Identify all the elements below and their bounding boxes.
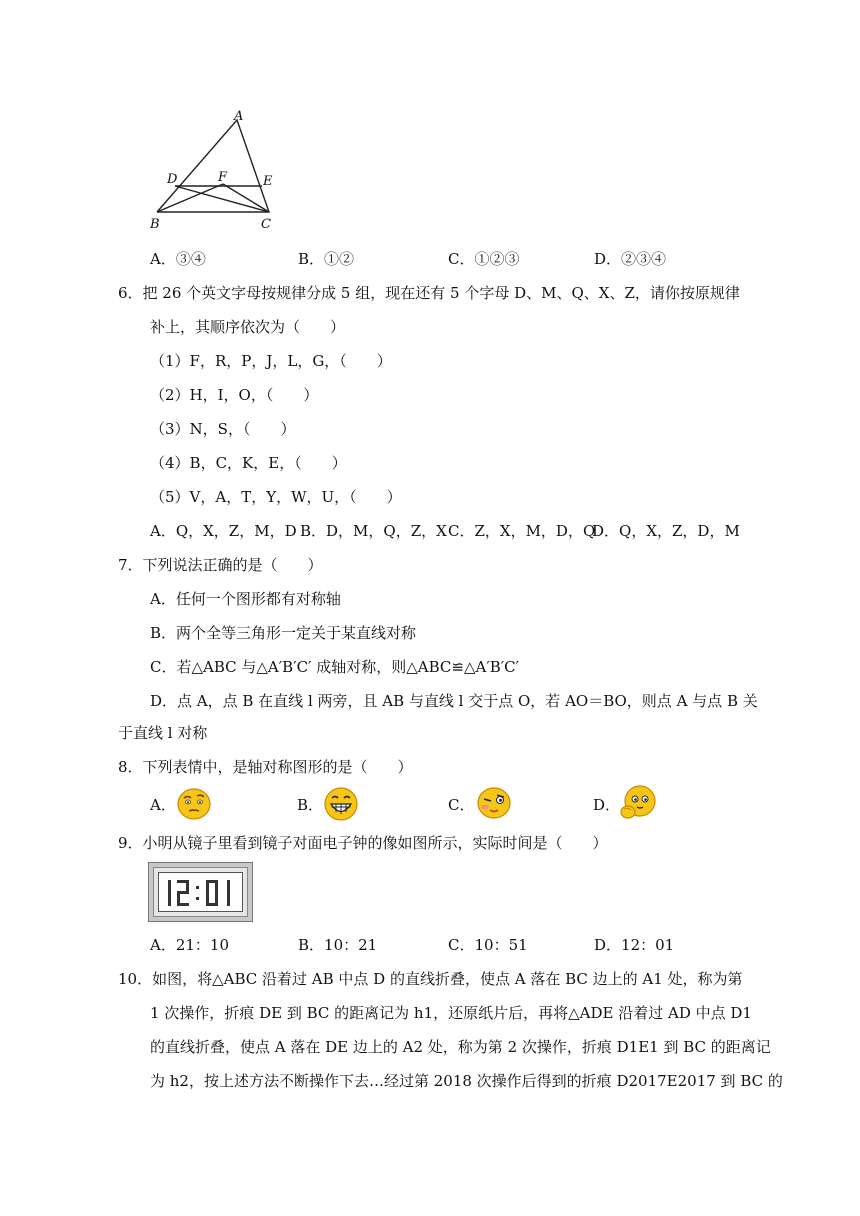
q10-line1: 10．如图，将△ABC 沿着过 AB 中点 D 的直线折叠，使点 A 落在 BC 边上的 A1 处，称为第: [118, 970, 743, 988]
q7-option-d: D．点 A，点 B 在直线 l 两旁，且 AB 与直线 l 交于点 O，若 AO＝BO，则点 A 与点 B 关: [150, 692, 758, 710]
q6-option-d: D．Q，X，Z，D，M: [592, 522, 740, 540]
q5-option-d: D．②③④: [594, 250, 667, 268]
q7-option-a: A．任何一个图形都有对称轴: [150, 590, 341, 608]
q6-option-c: C．Z，X，M，D，Q: [448, 522, 596, 540]
q9-option-d: D．12：01: [594, 936, 675, 954]
q8-stem: 8．下列表情中，是轴对称图形的是（ ）: [118, 758, 413, 776]
label-A: A: [234, 110, 244, 124]
label-C: C: [261, 217, 271, 232]
triangle-figure: [145, 110, 280, 235]
emoji-thinking-icon: [175, 786, 213, 820]
mirror-clock: [148, 862, 253, 922]
q5-option-b: B．①②: [298, 250, 355, 268]
q8-label-b: B．: [297, 796, 324, 814]
label-E: E: [263, 174, 273, 189]
q7-option-c: C．若△ABC 与△A′B′C′ 成轴对称，则△ABC≌△A′B′C′: [150, 658, 520, 676]
q6-group-1: （1）F，R，P，J，L，G，（ ）: [150, 352, 392, 370]
q8-label-c: C．: [448, 796, 475, 814]
q5-option-c: C．①②③: [448, 250, 520, 268]
q7-option-b: B．两个全等三角形一定关于某直线对称: [150, 624, 417, 642]
q6-group-4: （4）B，C，K，E，（ ）: [150, 454, 347, 472]
q8-label-d: D．: [593, 796, 621, 814]
q5-option-a: A．③④: [150, 250, 206, 268]
q9-option-b: B．10：21: [298, 936, 378, 954]
q8-label-a: A．: [150, 796, 176, 814]
label-B: B: [150, 217, 160, 232]
q9-stem: 9．小明从镜子里看到镜子对面电子钟的像如图所示，实际时间是（ ）: [118, 834, 608, 852]
q6-option-a: A．Q，X，Z，M，D: [150, 522, 297, 540]
q6-option-b: B．D，M，Q，Z，X: [300, 522, 447, 540]
q6-group-5: （5）V，A，T，Y，W，U，（ ）: [150, 488, 402, 506]
q10-line2: 1 次操作，折痕 DE 到 BC 的距离记为 h1，还原纸片后，再将△ADE 沿着过 AD 中点 D1: [150, 1004, 752, 1022]
q9-option-a: A．21：10: [150, 936, 230, 954]
emoji-wink-icon: [476, 786, 512, 820]
q10-line3: 的直线折叠，使点 A 落在 DE 边上的 A2 处，称为第 2 次操作，折痕 D1E1 到 BC 的距离记: [150, 1038, 771, 1056]
emoji-pondering-icon: [618, 784, 658, 822]
q7-option-d-line2: 于直线 l 对称: [118, 724, 208, 742]
q7-stem: 7．下列说法正确的是（ ）: [118, 556, 323, 574]
q6-stem-line1: 6．把 26 个英文字母按规律分成 5 组，现在还有 5 个字母 D、M、Q、X、Z，请你按原规律: [118, 284, 740, 302]
label-F: F: [218, 170, 228, 185]
label-D: D: [167, 172, 178, 187]
q6-group-2: （2）H，I，O，（ ）: [150, 386, 319, 404]
q9-option-c: C．10：51: [448, 936, 528, 954]
q6-stem-line2: 补上，其顺序依次为（ ）: [150, 318, 346, 336]
q6-group-3: （3）N，S，（ ）: [150, 420, 296, 438]
clock-display: [158, 872, 243, 912]
q10-line4: 为 h2，按上述方法不断操作下去…经过第 2018 次操作后得到的折痕 D2017E2017 到 BC 的: [150, 1072, 783, 1090]
emoji-grin-icon: [323, 786, 359, 822]
